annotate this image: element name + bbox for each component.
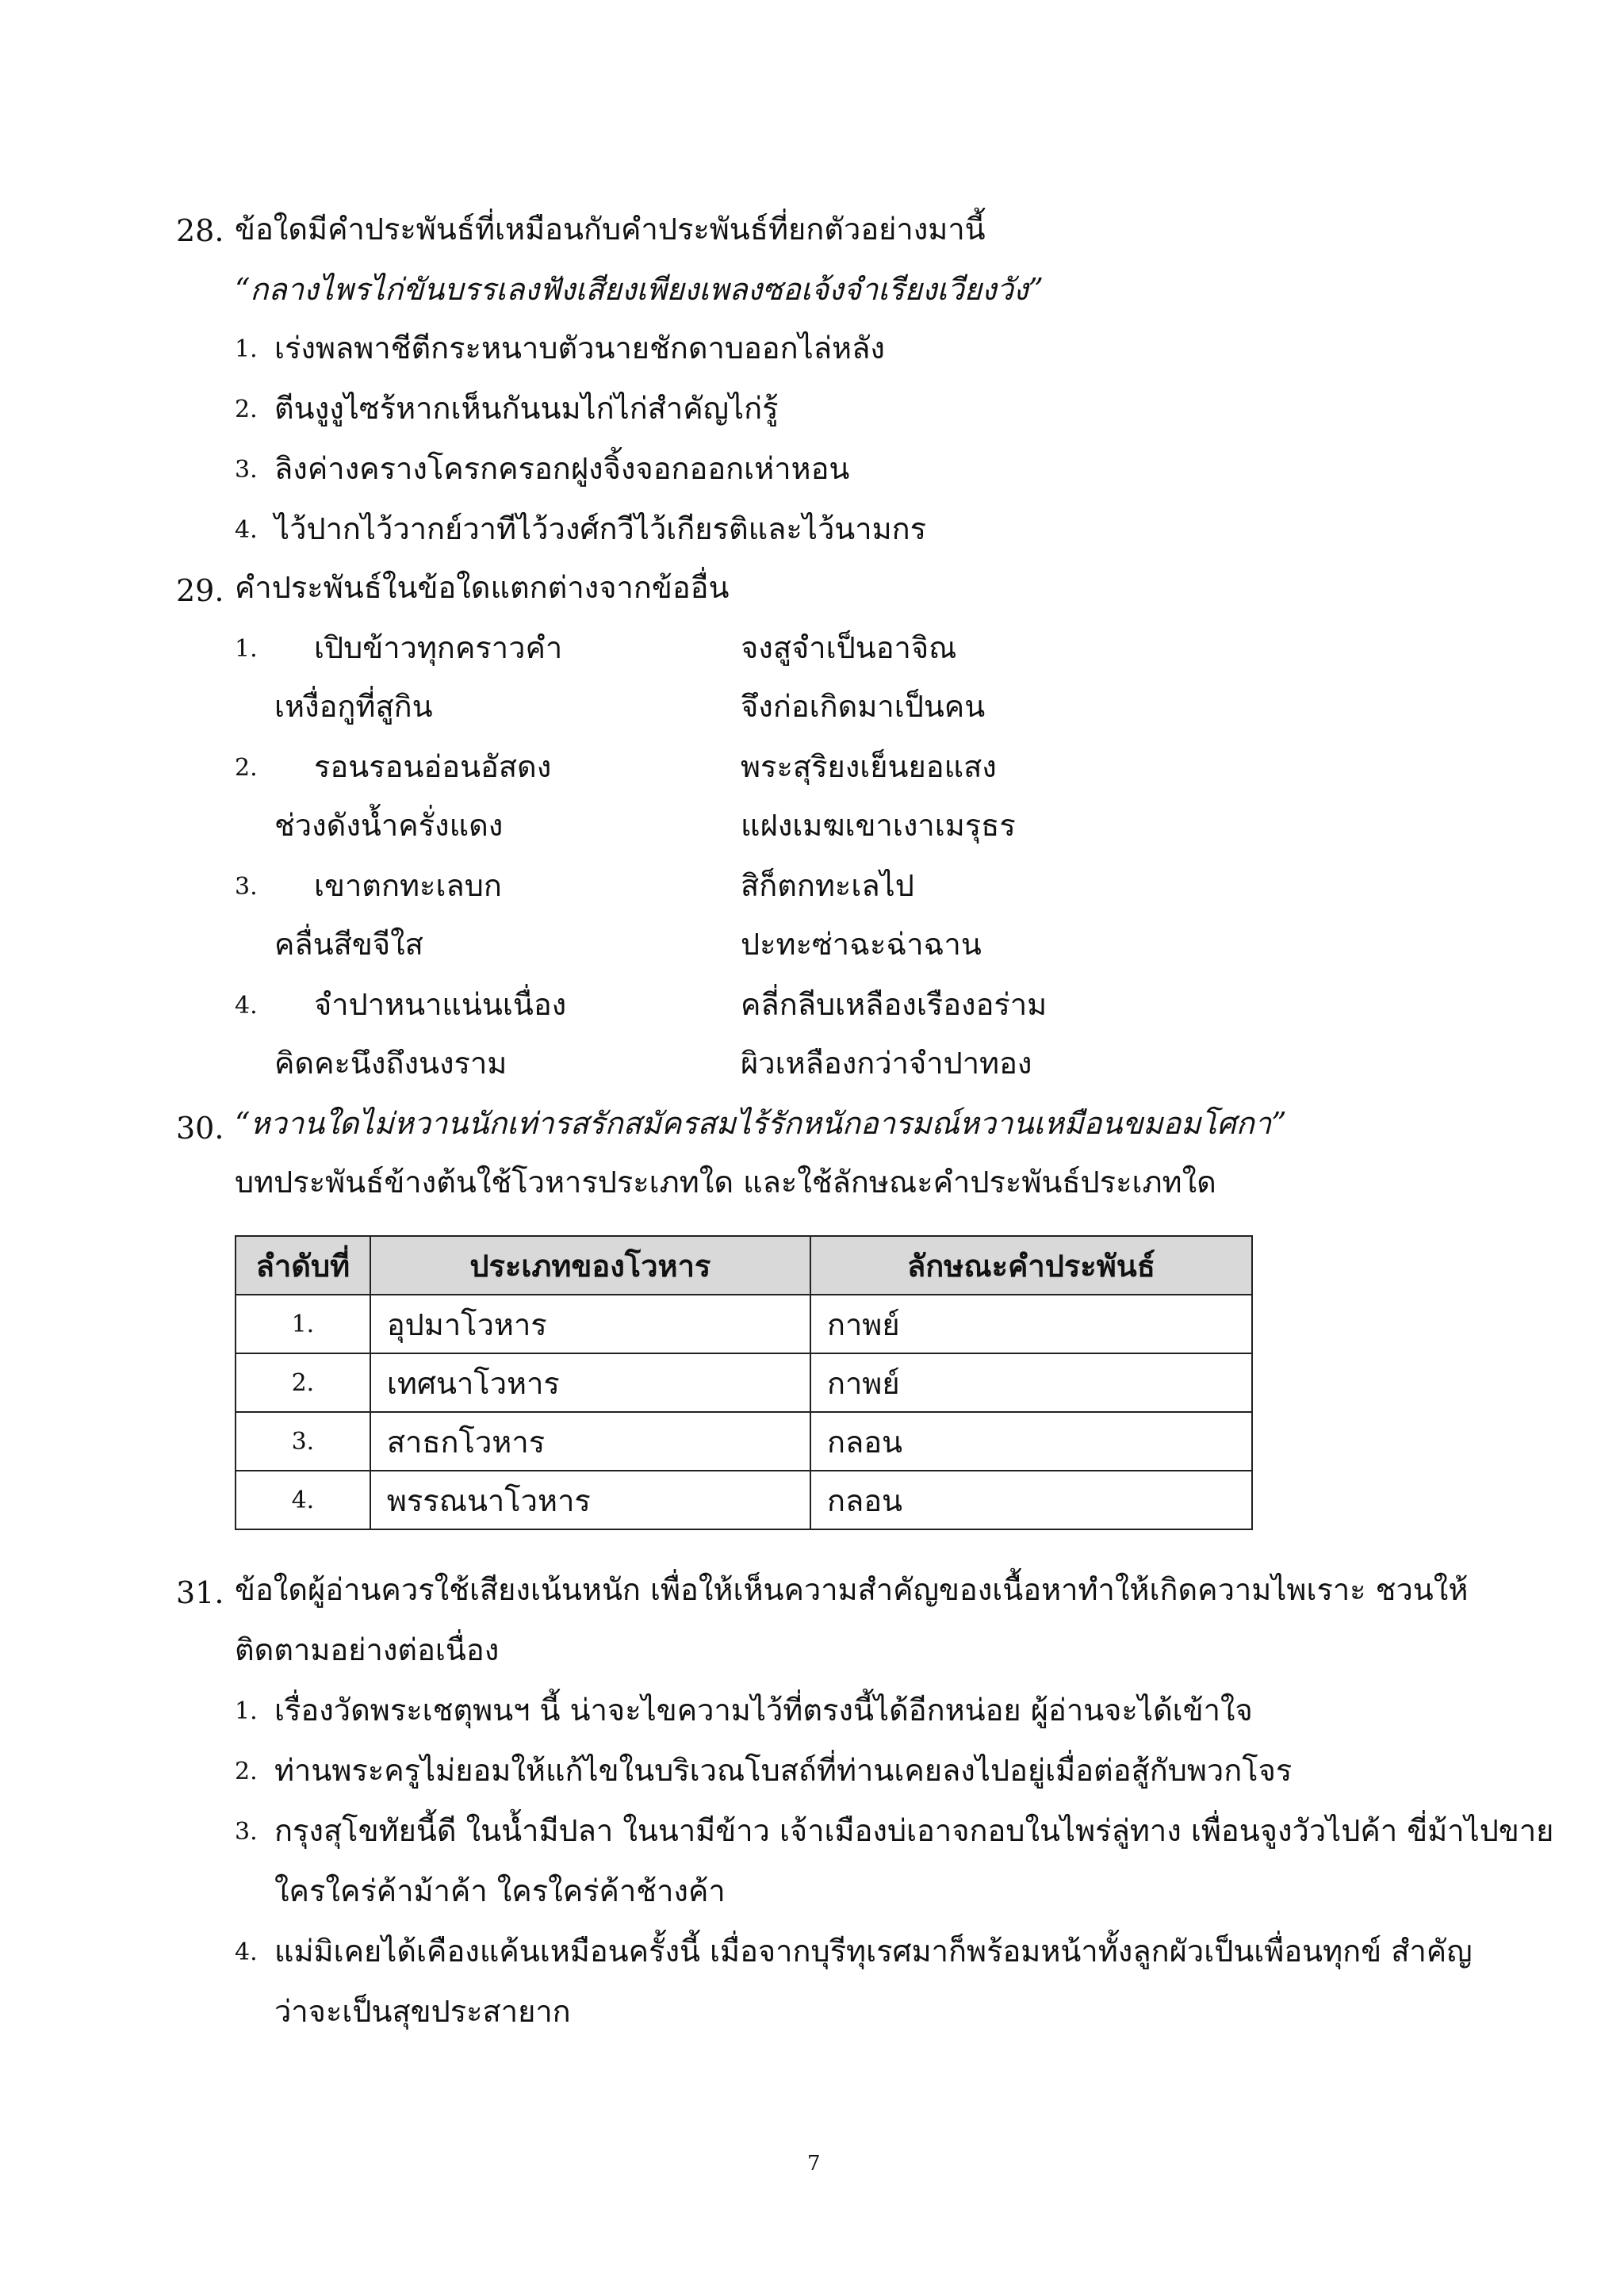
q28-text: ข้อใดมีคำประพันธ์ที่เหมือนกับคำประพันธ์ที่ยกตัวอย่างมานี้ xyxy=(235,212,986,247)
q29-option-2-line2-b: แฝงเมฆเขาเงาเมรุธร xyxy=(741,808,1016,843)
q29-option-4-line1-b: คลี่กลีบเหลืองเรืองอร่าม xyxy=(741,987,1048,1022)
q28-option-4: ไว้ปากไว้วากย์วาทีไว้วงศ์กวีไว้เกียรติและไว้นามกร xyxy=(274,511,927,546)
q29-option-4-line2-a: คิดคะนึงถึงนงราม xyxy=(274,1046,508,1081)
q31-option-4-line1: แม่มิเคยได้เคืองแค้นเหมือนครั้งนี้ เมื่อจากบุรีทุเรศมาก็พร้อมหน้าทั้งลูกผัวเป็นเพื่อนทุกข์ สำคัญ xyxy=(274,1934,1473,1969)
q31-option-3-number: 3. xyxy=(235,1818,258,1846)
table-row xyxy=(236,1295,1252,1353)
q29-option-3-line2-a: คลื่นสีขจีใส xyxy=(274,927,423,962)
q31-option-4-number: 4. xyxy=(235,1938,258,1966)
q30-number: 30. xyxy=(176,1111,224,1146)
q29-option-4-line1-a: จำปาหนาแน่นเนื่อง xyxy=(314,987,567,1022)
q29-option-1-line2-a: เหงื่อกูที่สูกิน xyxy=(274,689,433,724)
table-cell-order: 2. xyxy=(236,1353,370,1412)
table-header-order: ลำดับที่ xyxy=(236,1236,370,1295)
q28-option-4-number: 4. xyxy=(235,516,258,544)
q29-option-3-line1-b: สิก็ตกทะเลไป xyxy=(741,868,914,903)
q29-number: 29. xyxy=(176,573,224,608)
q29-option-2-line1-a: รอนรอนอ่อนอัสดง xyxy=(314,749,552,784)
q29-option-2-number: 2. xyxy=(235,754,258,782)
q31-option-2: ท่านพระครูไม่ยอมให้แก้ไขในบริเวณโบสถ์ที่ท่านเคยลงไปอยู่เมื่อต่อสู้กับพวกโจร xyxy=(274,1753,1293,1788)
table-row xyxy=(236,1471,1252,1529)
table-cell-verse-form: กาพย์ xyxy=(810,1295,1252,1353)
q28-number: 28. xyxy=(176,213,224,248)
q29-option-1-number: 1. xyxy=(235,635,258,663)
q29-option-2-line1-b: พระสุริยงเย็นยอแสง xyxy=(741,749,997,784)
table-cell-rhetoric-type: อุปมาโวหาร xyxy=(370,1295,810,1353)
q30-table xyxy=(235,1235,1253,1530)
q29-option-1-line2-b: จึงก่อเกิดมาเป็นคน xyxy=(741,689,986,724)
table-cell-verse-form: กลอน xyxy=(810,1412,1252,1471)
table-cell-rhetoric-type: พรรณนาโวหาร xyxy=(370,1471,810,1529)
table-header-row xyxy=(236,1236,1252,1295)
q29-option-4-line2-b: ผิวเหลืองกว่าจำปาทอง xyxy=(741,1046,1032,1081)
q31-option-1-number: 1. xyxy=(235,1697,258,1725)
table-cell-order: 4. xyxy=(236,1471,370,1529)
q28-quote: “กลางไพรไก่ขันบรรเลงฟังเสียงเพียงเพลงซอเจ้งจำเรียงเวียงวัง” xyxy=(235,272,1044,307)
table-header-rhetoric-type: ประเภทของโวหาร xyxy=(370,1236,810,1295)
table-row xyxy=(236,1412,1252,1471)
q31-option-1: เรื่องวัดพระเชตุพนฯ นี้ น่าจะไขความไว้ที่ตรงนี้ได้อีกหน่อย ผู้อ่านจะได้เข้าใจ xyxy=(274,1693,1253,1728)
q30-quote: “หวานใดไม่หวานนักเท่ารสรักสมัครสมไร้รักหนักอารมณ์หวานเหมือนขมอมโศกา” xyxy=(235,1106,1287,1141)
page-number: 7 xyxy=(807,2152,821,2175)
q28-option-3-number: 3. xyxy=(235,456,258,484)
q29-option-3-line2-b: ปะทะซ่าฉะฉ่าฉาน xyxy=(741,927,982,962)
q28-option-2: ตีนงูงูไซร้หากเห็นกันนมไก่ไก่สำคัญไก่รู้ xyxy=(274,391,779,426)
q30-text: บทประพันธ์ข้างต้นใช้โวหารประเภทใด และใช้ลักษณะคำประพันธ์ประเภทใด xyxy=(235,1165,1216,1200)
q31-text-line1: ข้อใดผู้อ่านควรใช้เสียงเน้นหนัก เพื่อให้เห็นความสำคัญของเนื้อหาทำให้เกิดความไพเราะ ชวนให้ xyxy=(235,1572,1469,1607)
table-cell-order: 1. xyxy=(236,1295,370,1353)
q28-option-1-number: 1. xyxy=(235,335,258,363)
table-row xyxy=(236,1353,1252,1412)
q29-text: คำประพันธ์ในข้อใดแตกต่างจากข้ออื่น xyxy=(235,570,730,605)
table-cell-verse-form: กาพย์ xyxy=(810,1353,1252,1412)
table-cell-rhetoric-type: สาธกโวหาร xyxy=(370,1412,810,1471)
q31-option-4-line2: ว่าจะเป็นสุขประสายาก xyxy=(274,1994,571,2029)
table-cell-order: 3. xyxy=(236,1412,370,1471)
q29-option-1-line1-b: จงสูจำเป็นอาจิณ xyxy=(741,630,957,665)
table-header-verse-form: ลักษณะคำประพันธ์ xyxy=(810,1236,1252,1295)
q29-option-4-number: 4. xyxy=(235,992,258,1020)
q29-option-3-number: 3. xyxy=(235,873,258,901)
q29-option-2-line2-a: ช่วงดังน้ำครั่งแดง xyxy=(274,808,504,843)
q28-option-2-number: 2. xyxy=(235,396,258,423)
table-cell-verse-form: กลอน xyxy=(810,1471,1252,1529)
q31-number: 31. xyxy=(176,1575,224,1610)
q31-text-line2: ติดตามอย่างต่อเนื่อง xyxy=(235,1632,500,1667)
q31-option-3-line2: ใครใคร่ค้าม้าค้า ใครใคร่ค้าช้างค้า xyxy=(274,1873,726,1908)
q29-option-3-line1-a: เขาตกทะเลบก xyxy=(314,868,502,903)
q29-option-1-line1-a: เปิบข้าวทุกคราวคำ xyxy=(314,630,563,665)
table-cell-rhetoric-type: เทศนาโวหาร xyxy=(370,1353,810,1412)
q31-option-3-line1: กรุงสุโขทัยนี้ดี ในน้ำมีปลา ในนามีข้าว เจ้าเมืองบ่เอาจกอบในไพร่ลู่ทาง เพื่อนจูงวัวไปค้า ขี่ม้าไปขาย xyxy=(274,1813,1554,1848)
q31-option-2-number: 2. xyxy=(235,1758,258,1785)
q28-option-1: เร่งพลพาชีตีกระหนาบตัวนายชักดาบออกไล่หลัง xyxy=(274,331,885,365)
q28-option-3: ลิงค่างครางโครกครอกฝูงจิ้งจอกออกเห่าหอน xyxy=(274,451,850,486)
